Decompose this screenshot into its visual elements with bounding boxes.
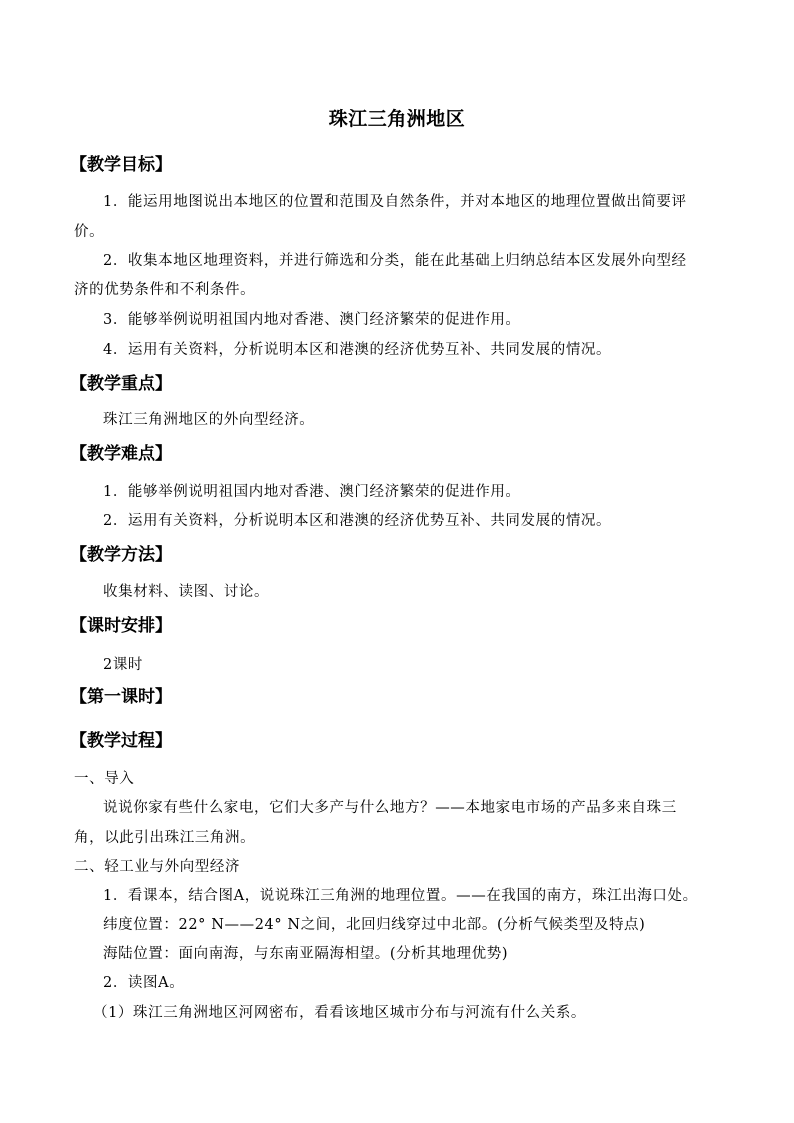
goal-1-line-2: 价。 [74, 224, 105, 240]
section-heading-key-points: 【教学重点】 [70, 374, 172, 394]
part-2-heading: 二、轻工业与外向型经济 [74, 859, 241, 875]
goal-3: 3．能够举例说明祖国内地对香港、澳门经济繁荣的促进作用。 [103, 312, 521, 328]
step-2: 2．读图A。 [103, 975, 185, 991]
section-heading-schedule: 【课时安排】 [70, 616, 172, 636]
sea-land-position: 海陆位置：面向南海，与东南亚隔海相望。(分析其地理优势) [103, 946, 509, 962]
section-heading-goals: 【教学目标】 [70, 155, 172, 175]
method-1: 收集材料、读图、讨论。 [103, 584, 270, 600]
section-heading-first-lesson: 【第一课时】 [70, 687, 172, 707]
schedule-1: 2课时 [103, 657, 144, 673]
goal-2-line-2: 济的优势条件和不利条件。 [74, 282, 256, 298]
goal-1-line-1: 1．能运用地图说出本地区的位置和范围及自然条件，并对本地区的地理位置做出简要评 [103, 194, 687, 210]
section-heading-process: 【教学过程】 [70, 731, 172, 751]
step-2-item-1: （1）珠江三角洲地区河网密布，看看该地区城市分布与河流有什么关系。 [93, 1005, 587, 1021]
goal-2-line-1: 2．收集本地区地理资料，并进行筛选和分类，能在此基础上归纳总结本区发展外向型经 [103, 253, 687, 269]
latitude-position: 纬度位置：22° N——24° N之间，北回归线穿过中北部。(分析气候类型及特点) [103, 917, 646, 933]
key-point-1: 珠江三角洲地区的外向型经济。 [103, 412, 315, 428]
document-title: 珠江三角洲地区 [328, 108, 466, 130]
step-1: 1．看课本，结合图A，说说珠江三角洲的地理位置。——在我国的南方，珠江出海口处。 [103, 888, 698, 904]
section-heading-methods: 【教学方法】 [70, 545, 172, 565]
section-heading-difficulties: 【教学难点】 [70, 444, 172, 464]
intro-line-1: 说说你家有些什么家电，它们大多产与什么地方？——本地家电市场的产品多来自珠三 [103, 800, 677, 816]
goal-4: 4．运用有关资料，分析说明本区和港澳的经济优势互补、共同发展的情况。 [103, 342, 612, 358]
part-1-heading: 一、导入 [74, 771, 135, 787]
difficulty-1: 1．能够举例说明祖国内地对香港、澳门经济繁荣的促进作用。 [103, 484, 521, 500]
intro-line-2: 角，以此引出珠江三角洲。 [74, 830, 256, 846]
difficulty-2: 2．运用有关资料，分析说明本区和港澳的经济优势互补、共同发展的情况。 [103, 513, 612, 529]
